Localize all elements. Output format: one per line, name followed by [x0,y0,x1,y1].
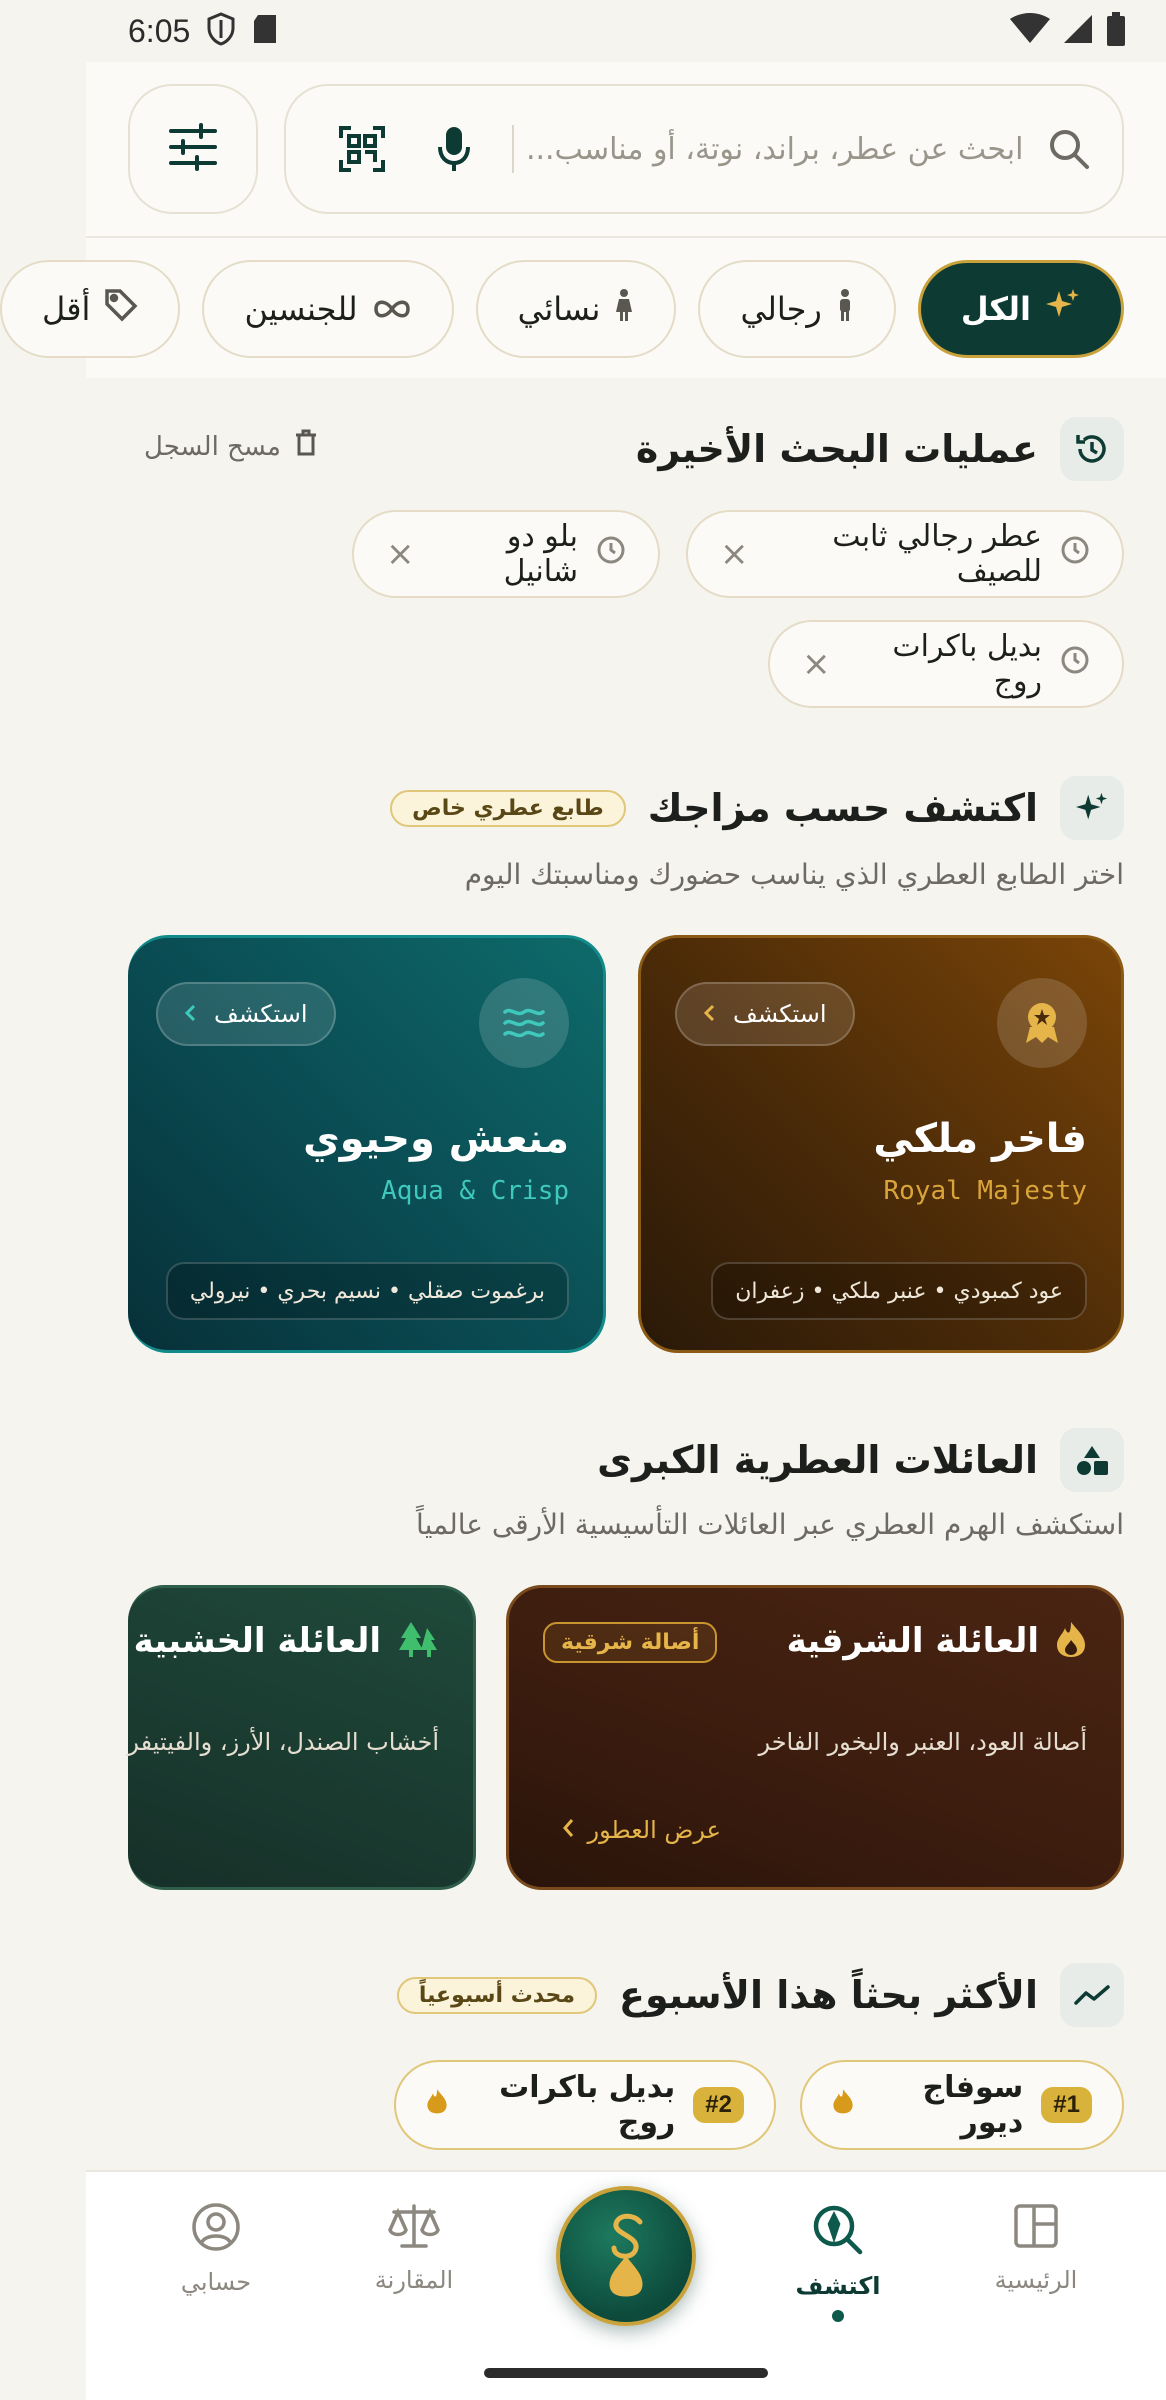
shield-icon [206,12,236,50]
mood-english-name: Aqua & Crisp [381,1176,569,1206]
category-chip-all[interactable] [918,260,1124,358]
mood-badge: طابع عطري خاص [390,790,626,827]
clear-history-button[interactable] [144,430,317,463]
flame-icon [1055,1620,1087,1662]
microphone-icon[interactable] [420,111,488,187]
perfume-logo-button[interactable] [556,2186,696,2326]
search-divider [512,125,514,173]
qr-scan-icon[interactable] [328,111,396,187]
mood-card-royal[interactable] [638,935,1124,1353]
status-right [1010,12,1126,50]
explore-button[interactable] [156,982,336,1046]
search-icon [1045,123,1092,175]
clock-icon [1060,645,1090,683]
man-icon [836,288,854,330]
family-head [787,1620,1087,1662]
view-perfumes-link[interactable] [562,1816,721,1844]
trending-label: بديل باكرات روج [499,2070,676,2140]
scale-icon [388,2202,440,2256]
nav-account-label: حسابي [180,2268,252,2296]
trending-title: الأكثر بحثاً هذا الأسبوع [618,1973,1038,2017]
families-header [597,1428,1124,1492]
category-label: نسائي [517,290,601,328]
trending-header [397,1963,1124,2027]
recent-search-label: عطر رجالي ثابت للصيف [832,519,1042,589]
clock-icon [596,535,626,573]
tag-icon [104,288,138,330]
nav-explore[interactable] [748,2202,928,2322]
header [86,62,1166,238]
flame-icon [832,2087,854,2123]
category-bar [42,238,1166,378]
remove-icon[interactable]: × [720,534,749,574]
battery-icon [1106,12,1126,50]
mood-title: اكتشف حسب مزاجك [647,786,1038,830]
sliders-icon [169,125,217,173]
waves-icon [479,978,569,1068]
bottom-nav [86,2170,1166,2400]
trending-up-icon [1060,1963,1124,2027]
families-subtitle: استكشف الهرم العطري عبر العائلات التأسيسية الأرقى عالمياً [416,1508,1124,1541]
category-label: رجالي [740,290,822,328]
trending-label: سوفاج ديور [922,2070,1024,2140]
remove-icon[interactable]: × [386,534,415,574]
history-icon [1060,417,1124,481]
search-explore-icon [810,2202,866,2262]
trending-chip[interactable] [394,2060,776,2150]
nav-compare[interactable] [324,2202,504,2294]
mood-english-name: Royal Majesty [883,1176,1087,1206]
family-title: العائلة الخشبية [133,1621,381,1661]
rank-badge: #1 [1041,2087,1092,2123]
view-perfumes-label: عرض العطور [587,1816,721,1844]
sparkles-icon [1045,287,1081,331]
trees-icon [397,1620,439,1662]
infinity-icon [372,290,412,328]
explore-button[interactable] [675,982,855,1046]
recent-search-chip[interactable] [768,620,1124,708]
mood-notes: عود كمبودي • عنبر ملكي • زعفران [711,1262,1087,1320]
woman-icon [614,288,634,330]
category-chip-men[interactable] [698,260,895,358]
family-card-oriental[interactable] [506,1585,1124,1890]
mood-notes: برغموت صقلي • نسيم بحري • نيرولي [166,1262,569,1320]
mood-name: فاخر ملكي [873,1116,1087,1162]
trash-icon [295,430,317,463]
home-indicator[interactable] [484,2368,768,2378]
clock-icon [1060,535,1090,573]
category-chip-budget[interactable] [0,260,180,358]
category-chip-unisex[interactable] [202,260,453,358]
award-icon [997,978,1087,1068]
recent-search-label: بديل باكرات روج [892,629,1042,699]
shapes-icon [1060,1428,1124,1492]
sd-card-icon [252,13,278,49]
category-chip-women[interactable] [476,260,677,358]
explore-label: استكشف [214,1000,308,1028]
flame-icon [426,2087,448,2123]
chevron-left-icon [703,1000,715,1028]
mood-card-aqua[interactable] [128,935,606,1353]
recent-search-label: بلو دو شانيل [503,519,578,589]
family-description: أخشاب الصندل، الأرز، والفيتيفر [127,1728,439,1756]
sparkles-icon [1060,776,1124,840]
filter-button[interactable] [128,84,258,214]
chevron-left-icon [562,1816,574,1844]
status-time: 6:05 [128,12,191,49]
explore-label: استكشف [733,1000,827,1028]
nav-compare-label: المقارنة [374,2266,454,2294]
nav-home-label: الرئيسية [994,2266,1078,2294]
perfume-logo-icon [594,2212,658,2300]
user-circle-icon [191,2202,241,2258]
active-indicator [832,2310,844,2322]
rank-badge: #2 [693,2087,744,2123]
mood-name: منعش وحيوي [303,1116,569,1162]
nav-explore-label: اكتشف [795,2272,881,2300]
status-bar [86,0,1166,62]
remove-icon[interactable]: × [802,644,831,684]
recent-search-chip[interactable] [352,510,660,598]
status-left [128,12,278,50]
families-title: العائلات العطرية الكبرى [597,1438,1038,1482]
recent-searches-header [636,417,1124,481]
signal-icon [1062,13,1094,49]
mood-header [390,776,1124,840]
layout-icon [1012,2202,1060,2256]
recent-searches-title: عمليات البحث الأخيرة [635,427,1038,471]
category-label: للجنسين [244,290,358,328]
category-label: الكل [960,290,1031,328]
recent-search-chip[interactable] [686,510,1124,598]
category-chips [0,260,1124,358]
family-description: أصالة العود، العنبر والبخور الفاخر [758,1728,1087,1756]
wifi-icon [1010,13,1050,49]
family-head [134,1620,439,1662]
category-label: أقل [42,290,91,328]
nav-home[interactable] [946,2202,1126,2294]
trending-badge: محدث أسبوعياً [397,1977,597,2014]
chevron-left-icon [184,1000,196,1028]
clear-history-label: مسح السجل [144,431,281,462]
mood-subtitle: اختر الطابع العطري الذي يناسب حضورك ومناسبتك اليوم [464,858,1124,891]
search-placeholder: ابحث عن عطر، براند، نوتة، أو مناسب... [525,131,1024,167]
search-input[interactable] [284,84,1124,214]
trending-chip[interactable] [800,2060,1124,2150]
nav-account[interactable] [126,2202,306,2296]
family-badge: أصالة شرقية [543,1622,717,1663]
family-card-woody[interactable] [128,1585,476,1890]
family-title: العائلة الشرقية [786,1621,1039,1661]
